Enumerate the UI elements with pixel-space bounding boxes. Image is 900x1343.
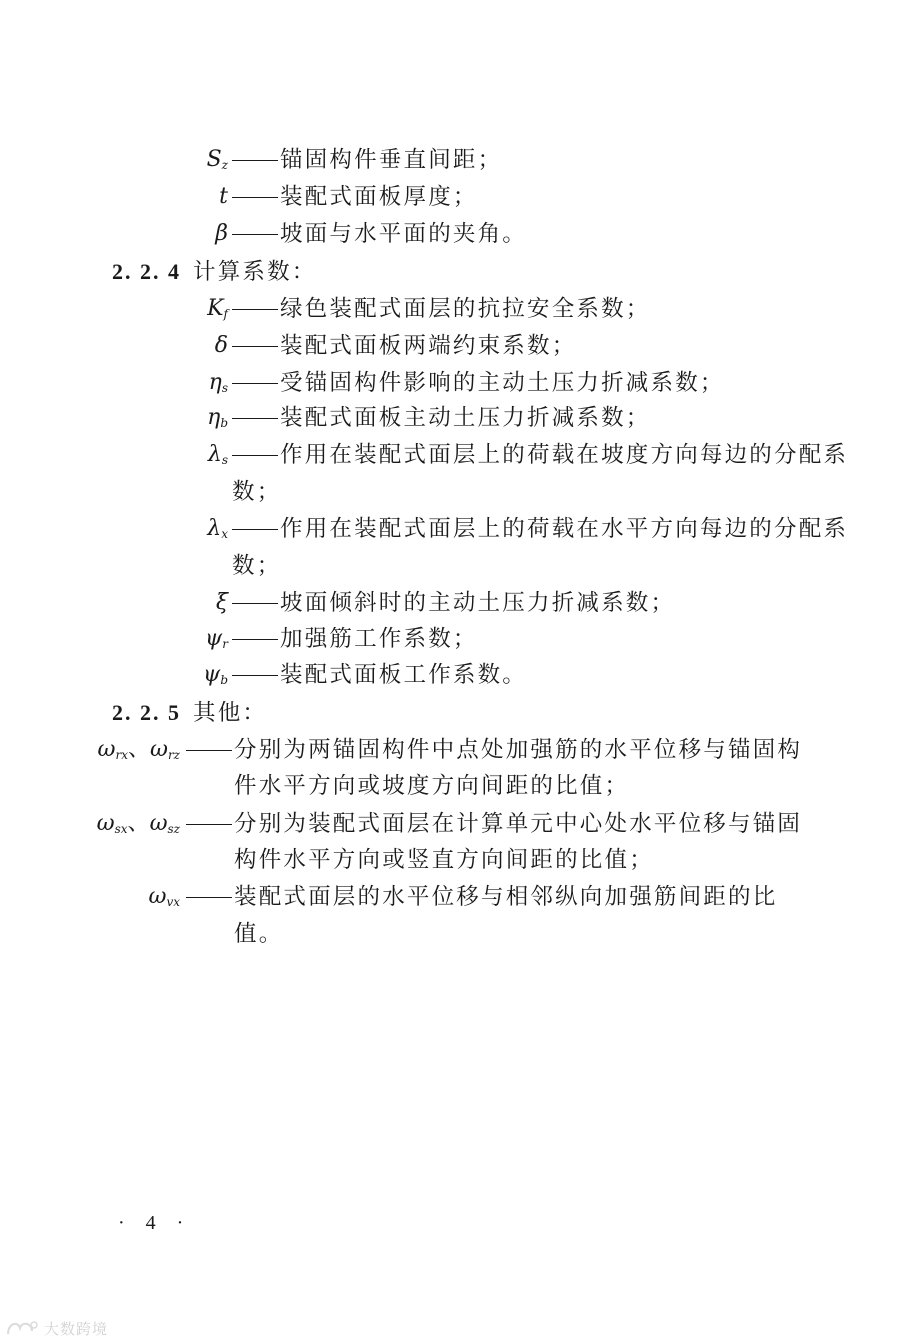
symbol: $\omega_{vx}$ bbox=[148, 884, 180, 909]
symbol-description: 作用在装配式面层上的荷载在水平方向每边的分配系 bbox=[280, 516, 849, 542]
em-dash bbox=[186, 824, 232, 825]
symbol-row bbox=[0, 142, 900, 178]
section-heading-2-2-4 bbox=[112, 254, 317, 290]
symbol: $\lambda_x$ bbox=[207, 516, 228, 541]
symbol: $S_z$ bbox=[206, 147, 228, 172]
symbol-description-continued: 数； bbox=[232, 479, 282, 505]
symbol-row bbox=[0, 400, 900, 436]
em-dash bbox=[232, 603, 278, 604]
symbol-row bbox=[0, 291, 900, 327]
symbol-description: 分别为装配式面层在计算单元中心处水平位移与锚固 bbox=[234, 811, 803, 837]
page-number: · 4 · bbox=[118, 1212, 192, 1234]
symbol-row bbox=[0, 437, 900, 473]
section-title: 其他： bbox=[193, 700, 268, 726]
symbol: $\psi_r$ bbox=[204, 626, 228, 651]
em-dash bbox=[186, 750, 232, 751]
symbol-description: 分别为两锚固构件中点处加强筋的水平位移与锚固构 bbox=[234, 737, 803, 763]
symbol-description: 装配式面板工作系数。 bbox=[280, 662, 528, 688]
symbol-description: 加强筋工作系数； bbox=[280, 626, 478, 652]
em-dash bbox=[186, 897, 232, 898]
symbol-row bbox=[0, 732, 900, 768]
watermark-text: 大数跨境 bbox=[44, 1319, 109, 1338]
symbol: t bbox=[219, 184, 228, 209]
em-dash bbox=[232, 383, 278, 384]
symbol-row bbox=[0, 511, 900, 547]
section-number: 2. 2. 5 bbox=[112, 700, 181, 725]
symbol-description: 装配式面板厚度； bbox=[280, 184, 478, 210]
symbol: $\lambda_s$ bbox=[207, 442, 228, 467]
em-dash bbox=[232, 346, 278, 347]
em-dash bbox=[232, 675, 278, 676]
section-title: 计算系数： bbox=[193, 259, 317, 285]
section-heading-2-2-5 bbox=[112, 695, 267, 731]
symbol-row bbox=[0, 365, 900, 401]
symbol-description: 作用在装配式面层上的荷载在坡度方向每边的分配系 bbox=[280, 442, 849, 468]
symbol: δ bbox=[214, 333, 228, 358]
symbol-row bbox=[0, 585, 900, 621]
symbol: $\omega_{sx}$、$\omega_{sz}$ bbox=[96, 811, 180, 836]
em-dash bbox=[232, 639, 278, 640]
symbol: $\omega_{rx}$、$\omega_{rz}$ bbox=[97, 737, 180, 762]
symbol-description: 坡面倾斜时的主动土压力折减系数； bbox=[280, 590, 676, 616]
symbol: $\eta_s$ bbox=[208, 370, 228, 395]
em-dash bbox=[232, 309, 278, 310]
symbol-row bbox=[0, 621, 900, 657]
symbol-description: 装配式面板两端约束系数； bbox=[280, 333, 577, 359]
watermark bbox=[4, 1316, 108, 1340]
symbol-row bbox=[0, 328, 900, 364]
symbol-description-continued: 值。 bbox=[234, 921, 284, 947]
symbol-row bbox=[0, 879, 900, 915]
em-dash bbox=[232, 160, 278, 161]
symbol-description: 绿色装配式面层的抗拉安全系数； bbox=[280, 296, 651, 322]
symbol-description-continued: 件水平方向或坡度方向间距的比值； bbox=[234, 773, 630, 799]
em-dash bbox=[232, 418, 278, 419]
symbol: $\psi_b$ bbox=[203, 662, 228, 687]
symbol: ξ bbox=[215, 590, 228, 615]
em-dash bbox=[232, 234, 278, 235]
symbol: $\eta_b$ bbox=[207, 405, 228, 430]
watermark-logo-icon bbox=[4, 1317, 40, 1339]
symbol: β bbox=[215, 221, 228, 246]
symbol-description: 装配式面层的水平位移与相邻纵向加强筋间距的比 bbox=[234, 884, 778, 910]
symbol-description: 受锚固构件影响的主动土压力折减系数； bbox=[280, 370, 725, 396]
symbol-row bbox=[0, 216, 900, 252]
em-dash bbox=[232, 455, 278, 456]
section-number: 2. 2. 4 bbox=[112, 259, 181, 284]
symbol-description: 装配式面板主动土压力折减系数； bbox=[280, 405, 651, 431]
symbol: $K_f$ bbox=[207, 296, 228, 321]
symbol-row bbox=[0, 657, 900, 693]
symbol-description-continued: 数； bbox=[232, 553, 282, 579]
symbol-description-continued: 构件水平方向或竖直方向间距的比值； bbox=[234, 847, 654, 873]
symbol-description: 锚固构件垂直间距； bbox=[280, 147, 503, 173]
symbol-description: 坡面与水平面的夹角。 bbox=[280, 221, 528, 247]
em-dash bbox=[232, 529, 278, 530]
em-dash bbox=[232, 197, 278, 198]
symbol-row bbox=[0, 179, 900, 215]
symbol-row bbox=[0, 806, 900, 842]
